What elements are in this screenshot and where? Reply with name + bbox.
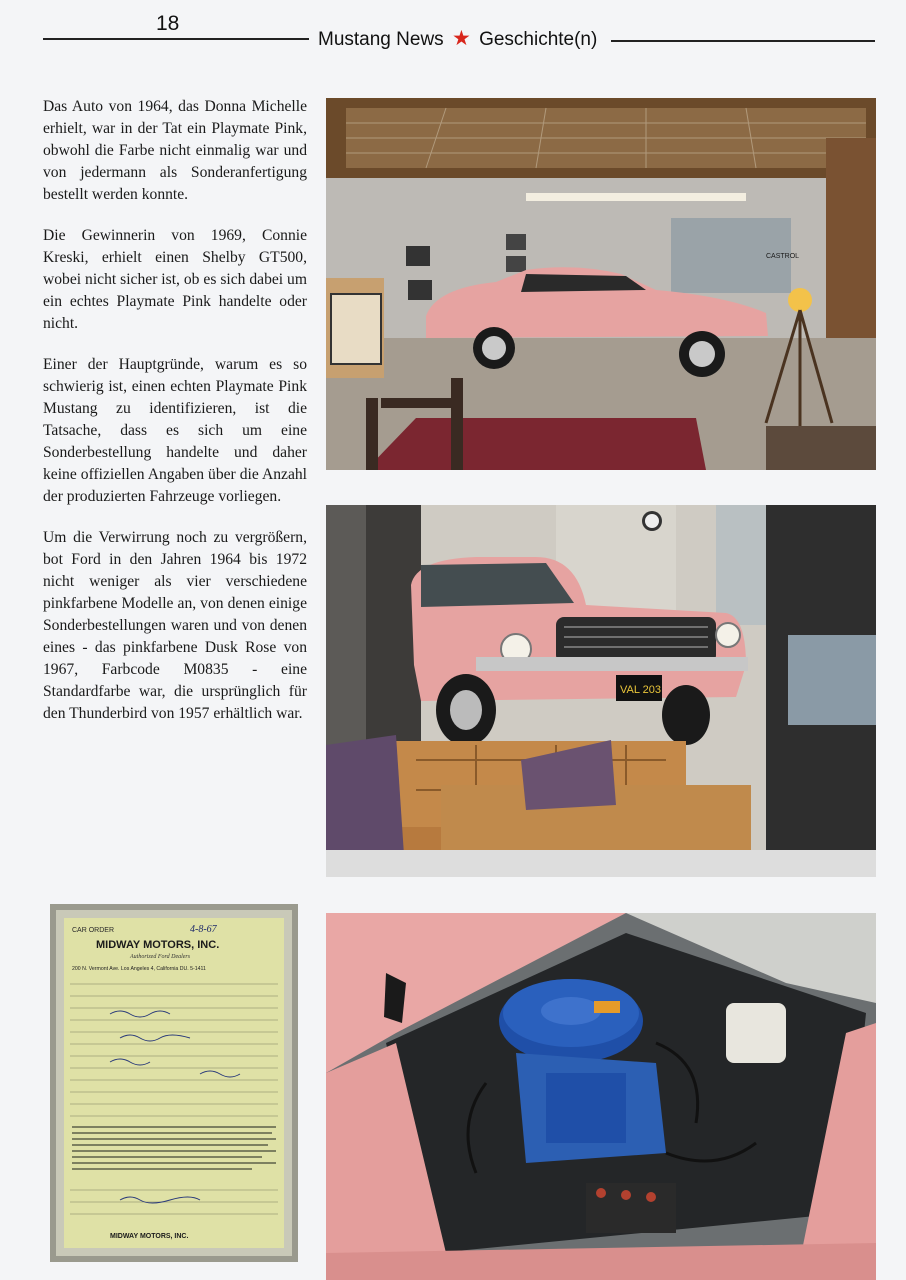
star-icon: ★ xyxy=(451,27,471,50)
paragraph-2: Die Gewinnerin von 1969, Connie Kreski, erhielt einen Shelby GT500, wobei nicht sicher ist, ob es sich dabei um ein echtes Playmate Pink handelte oder nicht. xyxy=(43,227,307,332)
receipt-subtitle: Authorized Ford Dealers xyxy=(130,954,191,960)
magazine-title xyxy=(318,26,597,51)
photo-mustang-front xyxy=(326,505,876,877)
receipt-dealer: MIDWAY MOTORS, INC. xyxy=(96,939,220,951)
paragraph-4: Um die Verwirrung noch zu vergrößern, bot Ford in den Jahren 1964 bis 1972 nicht weniger als vier verschiedene pinkfarbene Modelle an, von denen einige Sonderbestellungen waren und von denen eines - das pinkfarbene Dusk Rose von 1967, Farbcode M0835 - eine Standardfarbe war, die ursprünglich für den Thunderbird von 1957 erhältlich war. xyxy=(43,529,307,722)
receipt-date: 4-8-67 xyxy=(190,924,217,935)
photo-garage-mustang xyxy=(326,98,876,470)
receipt-footer: MIDWAY MOTORS, INC. xyxy=(110,1233,189,1240)
photo-car-order xyxy=(50,904,298,1262)
section-name: Geschichte(n) xyxy=(479,29,598,50)
receipt-address: 200 N. Vermont Ave. Los Angeles 4, California DU. 5-1411 xyxy=(72,966,206,972)
receipt-heading: CAR ORDER xyxy=(72,927,115,934)
magazine-name: Mustang News xyxy=(318,29,444,50)
article-text xyxy=(43,96,307,744)
page-header xyxy=(0,0,906,60)
paragraph-3: Einer der Hauptgründe, warum es so schwierig ist, einen echten Playmate Pink Mustang zu identifizieren, ist die Tatsache, dass es sich um eine Sonderbestellung handelte und daher keine offiziellen Angaben über die Anzahl der produzierten Fahrzeuge vorliegen. xyxy=(43,356,307,505)
header-rule-left xyxy=(43,38,309,40)
garage-sign: CASTROL xyxy=(766,253,800,260)
license-plate: VAL 203 xyxy=(620,684,661,696)
header-rule-right xyxy=(611,40,875,42)
paragraph-1: Das Auto von 1964, das Donna Michelle erhielt, war in der Tat ein Playmate Pink, obwohl die Farbe nicht einmalig war und von jedermann als Sonderanfertigung bestellt werden konnte. xyxy=(43,98,307,203)
page-number: 18 xyxy=(156,12,180,35)
photo-engine-bay xyxy=(326,913,876,1280)
